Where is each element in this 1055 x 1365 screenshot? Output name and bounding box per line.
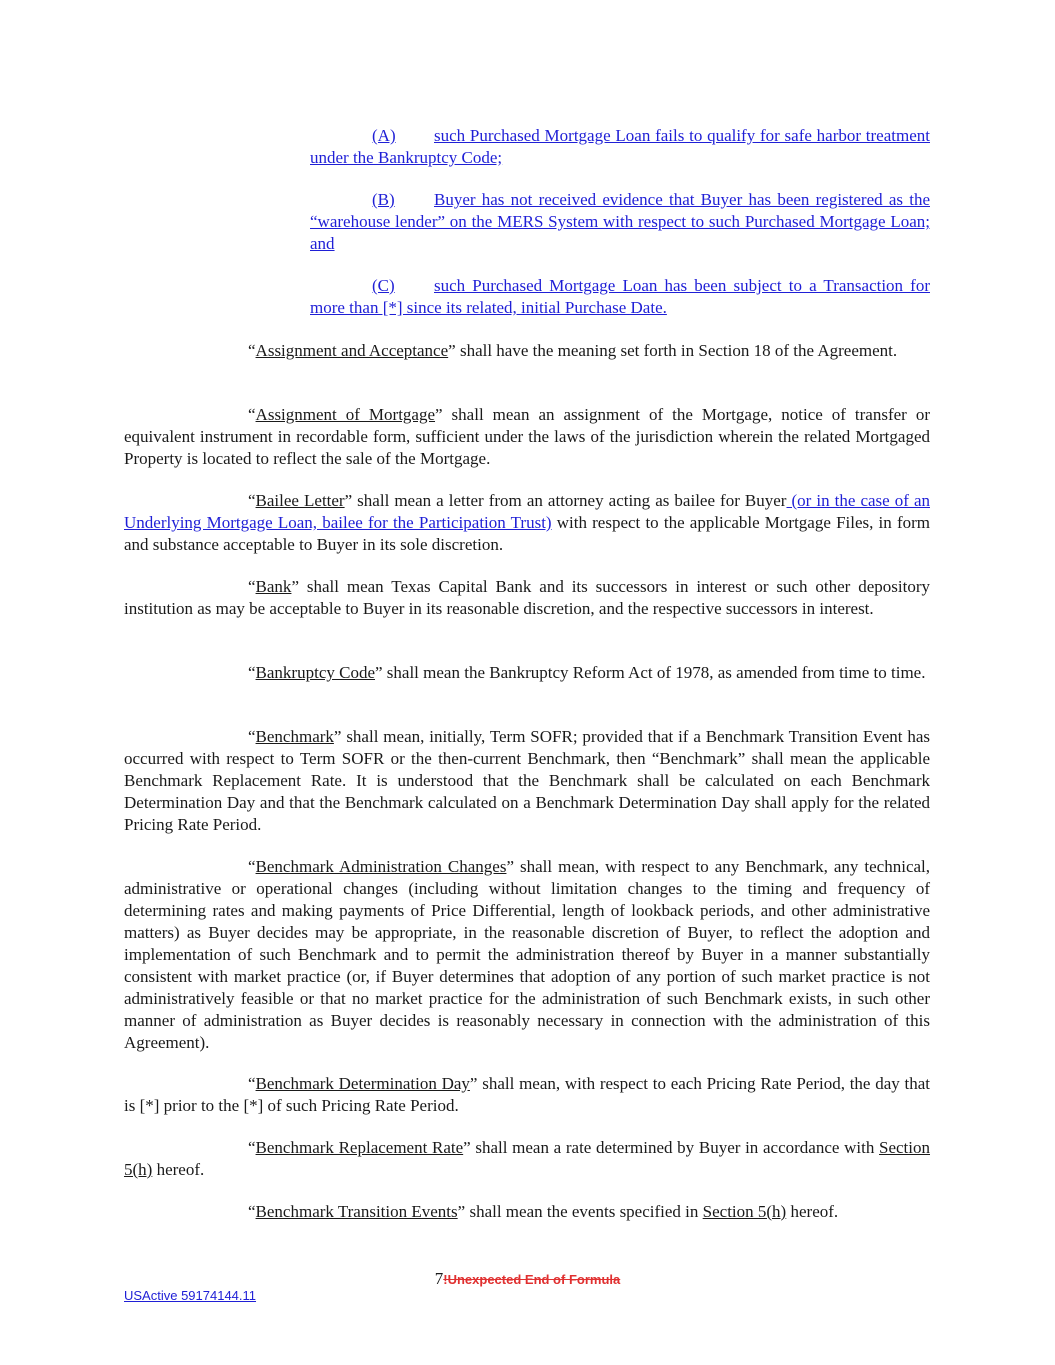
definition-benchmark-replacement-rate: “Benchmark Replacement Rate” shall mean a rate determined by Buyer in accordance with Section 5(h) hereof. (124, 1138, 930, 1179)
definition-benchmark-determination-day: “Benchmark Determination Day” shall mean, with respect to each Pricing Rate Period, the day that is [*] prior to the [*] of such Pricing Rate Period. (124, 1074, 931, 1115)
clause-b (310, 189, 930, 255)
clause-label: (A) (372, 126, 396, 145)
section-reference: Section 5(h) (124, 1138, 930, 1179)
definition-bank: “Bank” shall mean Texas Capital Bank and its successors in interest or such other depository institution as may be acceptable to Buyer in its reasonable discretion, and the respective successors in interest. (124, 577, 930, 618)
clause-label: (C) (372, 276, 395, 295)
definition-bankruptcy-code: “Bankruptcy Code” shall mean the Bankruptcy Reform Act of 1978, as amended from time to time. (248, 663, 926, 682)
formula-error: !Unexpected End of Formula (443, 1272, 621, 1287)
clause-label: (B) (372, 190, 395, 209)
clause-text: such Purchased Mortgage Loan fails to qualify for safe harbor treatment under the Bankruptcy Code; (310, 126, 930, 167)
page-number (0, 1269, 1055, 1290)
definition-assignment-acceptance: “Assignment and Acceptance” shall have the meaning set forth in Section 18 of the Agreement. (248, 341, 898, 360)
clause-text: such Purchased Mortgage Loan has been subject to a Transaction for more than [*] since its related, initial Purchase Date. (310, 276, 930, 317)
definition-assignment-mortgage: “Assignment of Mortgage” shall mean an assignment of the Mortgage, notice of transfer or equivalent instrument in recordable form, sufficient under the laws of the jurisdiction wherein the related Mortgaged Property is located to reflect the sale of the Mortgage. (124, 405, 930, 468)
defined-term: Benchmark (255, 727, 334, 746)
clause-c (310, 275, 930, 319)
defined-term: Benchmark Transition Events (255, 1202, 458, 1221)
defined-term: Bailee Letter (255, 491, 345, 510)
page-number-value: 7 (434, 1269, 444, 1288)
defined-term: Benchmark Replacement Rate (255, 1138, 464, 1157)
clause-text: Buyer has not received evidence that Buyer has been registered as the “warehouse lender” on the MERS System with respect to such Purchased Mortgage Loan; and (310, 190, 930, 253)
defined-term: Assignment and Acceptance (255, 341, 449, 360)
defined-term: Bankruptcy Code (255, 663, 375, 682)
defined-term: Assignment of Mortgage (255, 405, 436, 424)
definition-benchmark-administration-changes: “Benchmark Administration Changes” shall mean, with respect to any Benchmark, any technical, administrative or operational changes (including without limitation changes to the timing and frequency of determining rates and making payments of Price Differential, length of lookback periods, and other administrative matters) as Buyer decides may be appropriate, in the reasonable discretion of Buyer, to reflect the adoption and implementation of such Benchmark and to permit the administration thereof by Buyer in a manner substantially consistent with market practice (or, if Buyer determines that adoption of any portion of such market practice is not administratively feasible or that no market practice for the administration of such Benchmark exists, in such other manner of administration as Buyer decides is reasonably necessary in connection with the administration of this Agreement). (124, 857, 931, 1052)
definition-bailee-letter: “Bailee Letter” shall mean a letter from an attorney acting as bailee for Buyer (or in the case of an Underlying Mortgage Loan, bailee for the Participation Trust) with respect to the applicable Mortgage Files, in form and substance acceptable to Buyer in its sole discretion. (124, 491, 930, 554)
defined-term: Benchmark Determination Day (255, 1074, 470, 1093)
section-reference: Section 5(h) (702, 1202, 787, 1221)
definition-benchmark-transition-events: “Benchmark Transition Events” shall mean the events specified in Section 5(h) hereof. (248, 1202, 839, 1221)
definition-benchmark: “Benchmark” shall mean, initially, Term SOFR; provided that if a Benchmark Transition Event has occurred with respect to Term SOFR or the then-current Benchmark, then “Benchmark” shall mean the applicable Benchmark Replacement Rate. It is understood that the Benchmark shall be calculated on each Benchmark Determination Day and that the Benchmark calculated on a Benchmark Determination Day shall apply for the related Pricing Rate Period. (124, 727, 930, 834)
defined-term: Benchmark Administration Changes (255, 857, 507, 876)
clause-a (310, 125, 930, 169)
defined-term: Bank (255, 577, 292, 596)
inserted-text: (or in the case of an Underlying Mortgage Loan, bailee for the Participation Trust) (124, 491, 930, 532)
document-id: USActive 59174144.11 (124, 1288, 257, 1303)
